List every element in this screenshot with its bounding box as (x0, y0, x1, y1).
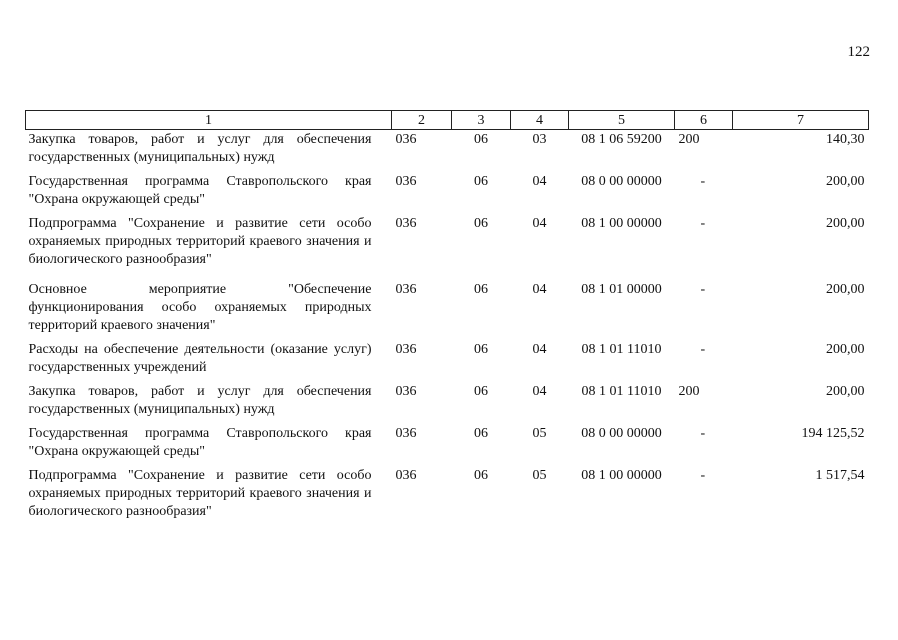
row-code-ministry: 036 (395, 282, 417, 297)
row-code-section: 06 (474, 174, 488, 189)
row-name: Государственная программа Ставропольского края "Охрана окружающей среды" (28, 426, 372, 459)
row-code-ministry: 036 (395, 426, 417, 441)
row-code-target: 08 1 01 11010 (581, 342, 662, 357)
column-header-5: 5 (569, 111, 675, 130)
table-row (26, 421, 869, 463)
row-code-section: 06 (474, 426, 488, 441)
row-code-subsection: 05 (532, 426, 547, 441)
row-code-expense-type: - (700, 426, 706, 441)
row-code-subsection: 04 (532, 342, 547, 357)
row-name: Государственная программа Ставропольского края "Охрана окружающей среды" (28, 174, 372, 207)
column-header-2: 2 (392, 111, 452, 130)
row-code-subsection: 03 (532, 132, 547, 147)
row-code-expense-type: 200 (678, 132, 700, 147)
row-code-ministry: 036 (395, 132, 417, 147)
table-row (26, 337, 869, 379)
row-name: Подпрограмма "Сохранение и развитие сети особо охраняемых природных территорий краевого значения и биологического разнообразия" (28, 216, 372, 267)
row-name: Расходы на обеспечение деятельности (оказание услуг) государственных учреждений (28, 342, 372, 375)
row-code-target: 08 0 00 00000 (581, 174, 662, 189)
table-row (26, 463, 869, 523)
row-amount: 200,00 (826, 282, 865, 297)
row-code-section: 06 (474, 282, 488, 297)
row-code-expense-type: - (700, 216, 706, 231)
row-code-ministry: 036 (395, 174, 417, 189)
row-code-expense-type: - (700, 174, 706, 189)
table-header-row (26, 111, 869, 130)
row-name: Закупка товаров, работ и услуг для обеспечения государственных (муниципальных) нужд (28, 384, 372, 417)
row-code-ministry: 036 (395, 216, 417, 231)
table-row (26, 169, 869, 211)
row-name: Подпрограмма "Сохранение и развитие сети особо охраняемых природных территорий краевого значения и биологического разнообразия" (28, 468, 372, 519)
table-row (26, 130, 869, 170)
row-code-target: 08 1 00 00000 (581, 468, 662, 483)
row-amount: 200,00 (826, 342, 865, 357)
row-name: Закупка товаров, работ и услуг для обеспечения государственных (муниципальных) нужд (28, 132, 372, 165)
table-row (26, 271, 869, 337)
row-code-target: 08 0 00 00000 (581, 426, 662, 441)
row-code-section: 06 (474, 132, 488, 147)
row-code-target: 08 1 00 00000 (581, 216, 662, 231)
row-name: Основное мероприятие "Обеспечение функционирования особо охраняемых природных территорий краевого значения" (28, 282, 372, 333)
row-code-subsection: 04 (532, 282, 547, 297)
column-header-6: 6 (675, 111, 733, 130)
row-code-section: 06 (474, 216, 488, 231)
row-amount: 1 517,54 (815, 468, 865, 483)
row-code-subsection: 05 (532, 468, 547, 483)
row-amount: 194 125,52 (801, 426, 865, 441)
row-code-section: 06 (474, 384, 488, 399)
page-number: 122 (847, 44, 870, 60)
row-code-target: 08 1 06 59200 (581, 132, 662, 147)
row-code-subsection: 04 (532, 216, 547, 231)
row-code-expense-type: 200 (678, 384, 700, 399)
table-row (26, 211, 869, 271)
row-code-target: 08 1 01 11010 (581, 384, 662, 399)
row-amount: 200,00 (826, 216, 865, 231)
row-code-section: 06 (474, 342, 488, 357)
table-row (26, 379, 869, 421)
row-amount: 140,30 (826, 132, 865, 147)
row-amount: 200,00 (826, 384, 865, 399)
budget-table (25, 110, 869, 523)
row-code-expense-type: - (700, 342, 706, 357)
row-code-expense-type: - (700, 282, 706, 297)
column-header-1: 1 (26, 111, 392, 130)
row-code-subsection: 04 (532, 384, 547, 399)
column-header-7: 7 (733, 111, 869, 130)
row-code-expense-type: - (700, 468, 706, 483)
column-header-4: 4 (511, 111, 569, 130)
row-code-ministry: 036 (395, 468, 417, 483)
row-code-ministry: 036 (395, 342, 417, 357)
column-header-3: 3 (452, 111, 511, 130)
row-code-subsection: 04 (532, 174, 547, 189)
row-code-section: 06 (474, 468, 488, 483)
row-code-target: 08 1 01 00000 (581, 282, 662, 297)
row-amount: 200,00 (826, 174, 865, 189)
row-code-ministry: 036 (395, 384, 417, 399)
